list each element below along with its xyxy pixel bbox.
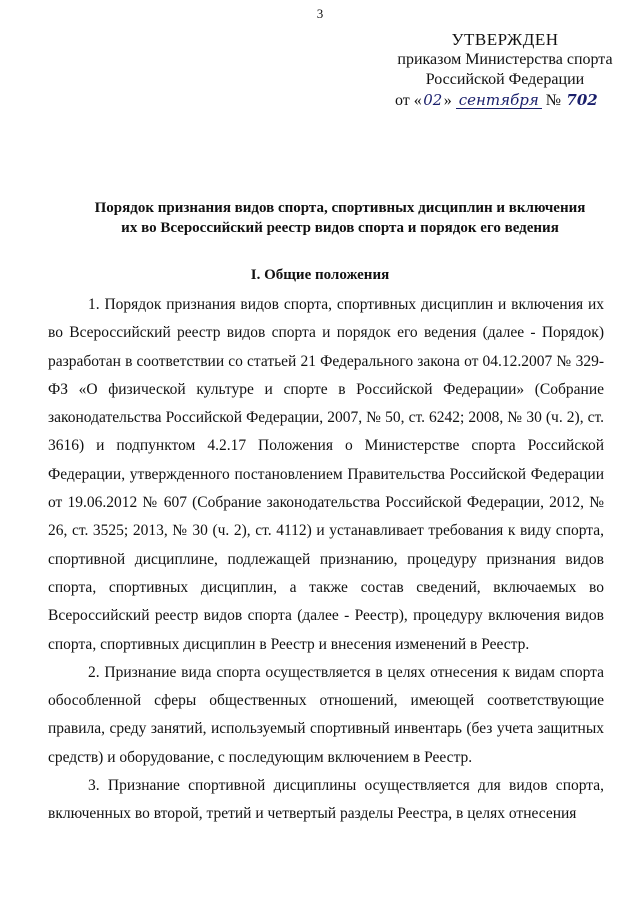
document-title-line-2: их во Всероссийский реестр видов спорта и порядок его ведения [121, 220, 559, 236]
section-heading: I. Общие положения [250, 267, 390, 283]
approval-block [385, 30, 625, 111]
paragraph-3: 3. Признание спортивной дисциплины осуществляется для видов спорта, включенных во второй, третий и четвертый разделы Реестра, в целях отнесения [48, 777, 604, 823]
handwritten-order-number: 702 [566, 91, 598, 109]
date-prefix: от « [395, 92, 422, 109]
page-number: 3 [316, 6, 324, 21]
approval-heading: УТВЕРЖДЕН [451, 30, 559, 49]
order-number-label: № [545, 92, 562, 109]
paragraph-2: 2. Признание вида спорта осуществляется в целях отнесения к видам спорта обособленной сферы общественных отношений, имеющей соответствующие правила, среду занятий, используемый спортивный инвентарь (без учета защитных средств) и оборудование, с последующим включением в Реестр. [48, 663, 604, 766]
handwritten-day: 02 [423, 91, 443, 109]
document-body [48, 291, 604, 829]
document-title [60, 198, 620, 238]
approval-line-ministry: Российской Федерации [425, 71, 585, 88]
approval-date-line [385, 90, 625, 111]
handwritten-month: сентября [456, 92, 542, 109]
document-title-line-1: Порядок признания видов спорта, спортивных дисциплин и включения [94, 200, 586, 216]
date-close-quote: » [443, 92, 452, 109]
approval-line-order: приказом Министерства спорта [397, 51, 613, 68]
paragraph-1: 1. Порядок признания видов спорта, спортивных дисциплин и включения их во Всероссийский реестр видов спорта и порядок его ведения (далее - Порядок) разработан в соответствии со статьей 21 Федерального закона от 04.12.2007 № 329-ФЗ «О физической культуре и спорте в Российской Федерации» (Собрание законодательства Российской Федерации, 2007, № 50, ст. 6242; 2008, № 30 (ч. 2), ст. 3616) и подпунктом 4.2.17 Положения о Министерстве спорта Российской Федерации, утвержденного постановлением Правительства Российской Федерации от 19.06.2012 № 607 (Собрание законодательства Российской Федерации, 2012, № 26, ст. 3525; 2013, № 30 (ч. 2), ст. 4112) и устанавливает требования к виду спорта, спортивной дисциплине, подлежащей признанию, процедуру признания видов спорта, спортивных дисциплин, а также состав сведений, включаемых во Всероссийский реестр видов спорта (далее - Реестр), процедуру включения видов спорта, спортивных дисциплин в Реестр и внесения изменений в Реестр. [48, 296, 604, 653]
